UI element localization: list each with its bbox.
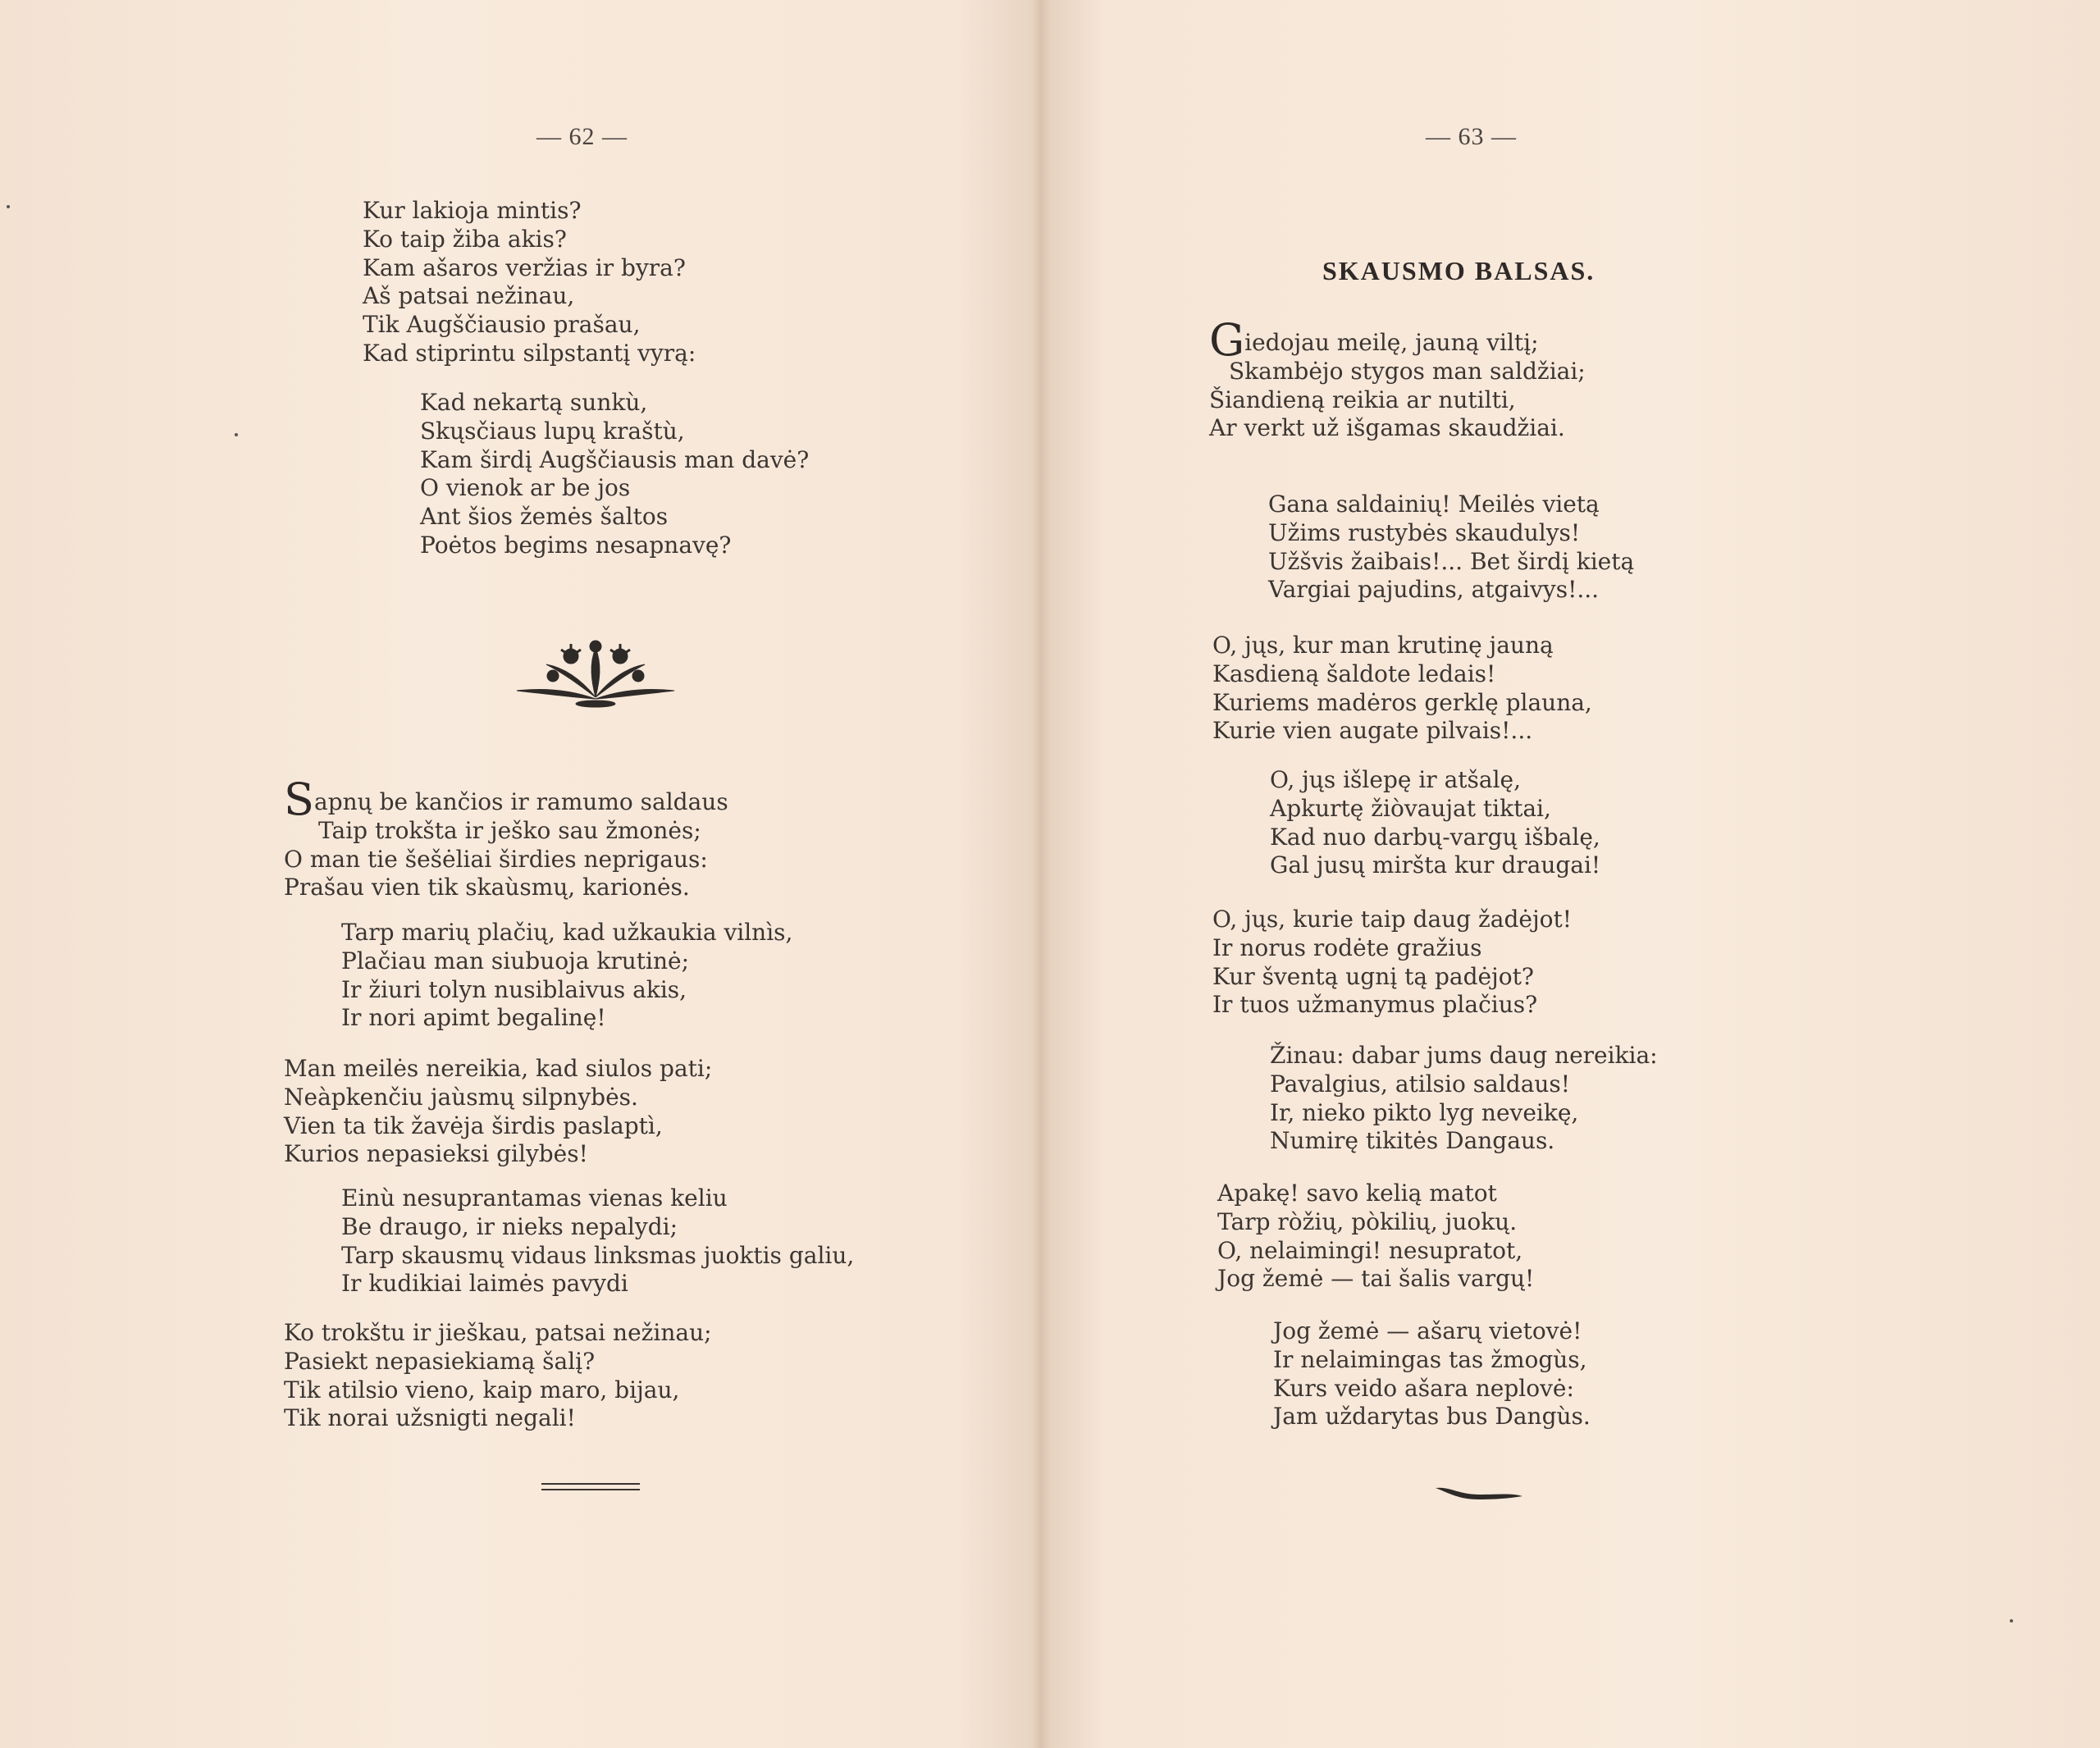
poem-line: Be draugo, ir nieks nepalydi; (341, 1212, 678, 1240)
poem-line: Kad nekartą sunkù, (420, 389, 648, 416)
poem-line: Kad stiprintu silpstantį vyrą: (363, 339, 696, 367)
poem-line: Kur šventą ugnį tą padėjot? (1212, 962, 1534, 990)
poem-line: Vien ta tik žavėja širdis paslaptì, (284, 1111, 663, 1139)
poem3-stanza-6 (1270, 1042, 1658, 1156)
poem-line: Kuriems madėros gerklę plauna, (1212, 688, 1592, 716)
poem1-stanza-1 (363, 197, 696, 368)
poem-line: Tik norai užsnigti negali! (284, 1404, 576, 1432)
poem3-stanza-7 (1217, 1180, 1534, 1294)
poem-line: O, nelaimingi! nesupratot, (1217, 1236, 1523, 1264)
double-rule-divider (541, 1481, 640, 1493)
paper-speck (7, 205, 10, 208)
poem-line: Ko taip žiba akis? (363, 225, 567, 253)
poem2-stanza-5 (284, 1319, 712, 1433)
poem-line: Jog žemė — tai šalis vargų! (1217, 1265, 1535, 1293)
poem-line: Vargiai pajudins, atgaivys!... (1268, 576, 1600, 604)
poem-line-text: iedojau meilę, jauną viltį; (1244, 329, 1539, 356)
poem2-stanza-4 (341, 1184, 854, 1298)
poem-line-with-dropcap (284, 774, 728, 825)
poem-line: Ir žiuri tolyn nusiblaivus akis, (341, 975, 687, 1003)
poem-line: O, jųs išlepę ir atšalę, (1270, 766, 1522, 793)
poem-line: Einù nesuprantamas vienas keliu (341, 1184, 728, 1212)
poem2-stanza-1 (284, 774, 728, 902)
poem-line: Ir kudikiai laimės pavydi (341, 1270, 628, 1298)
dropcap-g: G (1209, 314, 1245, 366)
poem-line: Tarp ròžių, pòkilių, juokų. (1217, 1207, 1518, 1235)
poem3-stanza-3 (1212, 632, 1592, 746)
poem-line: Neàpkenčiu jaùsmų silpnybės. (284, 1083, 638, 1111)
poem-line: Ant šios žemės šaltos (420, 503, 669, 531)
poem3-stanza-4 (1270, 766, 1600, 880)
poem-line: Jam uždarytas bus Dangùs. (1273, 1403, 1591, 1431)
poem-line: Aš patsai nežinau, (363, 282, 575, 310)
poem-line: Kur lakioja mintis? (363, 197, 582, 224)
poem-line: O, jųs, kurie taip daug žadėjot! (1212, 906, 1572, 933)
poem-line: Ir nelaimingas tas žmogùs, (1273, 1345, 1587, 1373)
poem-line: O, jųs, kur man krutinę jauną (1212, 632, 1554, 659)
poem-line: Užims rustybės skaudulys! (1268, 518, 1581, 546)
poem-line: Ko trokštu ir jieškau, patsai nežinau; (284, 1319, 712, 1346)
poem-line: Taip trokšta ir ješko sau žmonės; (318, 816, 701, 844)
poem3-stanza-1 (1209, 314, 1586, 443)
poem-line: Tik Augščiausio prašau, (363, 311, 641, 339)
swash-ornament-icon (1434, 1483, 1524, 1503)
poem-line: Kurie vien augate pilvais!... (1212, 717, 1533, 745)
poem-line-text: apnų be kančios ir ramumo saldaus (314, 788, 728, 815)
poem-line: Prašau vien tik skaùsmų, karionės. (284, 874, 690, 901)
poem-line: Tarp skausmų vidaus linksmas juoktis galiu, (341, 1241, 855, 1269)
poem-line: Numirę tikitės Dangaus. (1270, 1127, 1555, 1155)
poem-line: Plačiau man siubuoja krutinė; (341, 947, 690, 974)
poem-line: Kurios nepasieksi gilybės! (284, 1140, 588, 1168)
poem-line: O man tie šešėliai širdies neprigaus: (284, 845, 708, 873)
poem-line-with-dropcap (1209, 314, 1586, 366)
poem-line: Ir tuos užmanymus plačius? (1212, 991, 1538, 1019)
poem3-stanza-8 (1273, 1317, 1591, 1431)
poem-line: Man meilės nereikia, kad siulos pati; (284, 1055, 713, 1082)
poem-line: Ir, nieko pikto lyg neveikę, (1270, 1098, 1579, 1126)
dropcap-s: S (284, 774, 314, 825)
poem-line: Kam ašaros veržias ir byra? (363, 253, 686, 281)
poem2-stanza-2 (341, 919, 792, 1033)
poem-title: SKAUSMO BALSAS. (1322, 256, 1596, 285)
paper-speck (235, 433, 238, 436)
poem-line: Gana saldainių! Meilės vietą (1268, 491, 1600, 518)
poem-line: Kam širdį Augščiausis man davė? (420, 445, 810, 473)
poem-line: Žinau: dabar jums daug nereikia: (1270, 1042, 1658, 1069)
poem-line: Ir norus rodėte gražius (1212, 933, 1482, 961)
poem-line: Apkurtę žiòvaujat tiktai, (1270, 794, 1551, 822)
poem-line: Pavalgius, atilsio saldaus! (1270, 1070, 1571, 1098)
book-gutter (1032, 0, 1050, 1748)
poem-line: Kurs veido ašara neplovė: (1273, 1374, 1574, 1402)
left-page-number: — 62 — (536, 123, 628, 150)
poem-line: Šiandieną reikia ar nutilti, (1209, 386, 1516, 413)
poem-line: Tarp marių plačių, kad užkaukia vilnìs, (341, 919, 793, 946)
poem3-stanza-2 (1268, 491, 1634, 605)
right-page-number: — 63 — (1426, 123, 1517, 150)
poem-line: Tik atilsio vieno, kaip maro, bijau, (284, 1376, 680, 1403)
poem-line: O vienok ar be jos (420, 474, 631, 502)
paper-speck (2010, 1619, 2013, 1622)
poem-line: Pasiekt nepasiekiamą šalį? (284, 1347, 596, 1375)
poem-line: Poėtos begims nesapnavę? (420, 531, 732, 559)
poem2-stanza-3 (284, 1055, 712, 1169)
poem-line: Ar verkt už išgamas skaudžiai. (1209, 414, 1565, 442)
poem-line: Kad nuo darbų-vargų išbalę, (1270, 823, 1600, 851)
poem-line: Užšvis žaibais!... Bet širdį kietą (1268, 547, 1635, 575)
poem-line: Kasdieną šaldote ledais! (1212, 659, 1496, 687)
poem-line: Skųsčiaus lupų kraštù, (420, 417, 685, 445)
poem-line: Gal jusų miršta kur draugai! (1270, 851, 1601, 879)
poem-line: Skambėjo stygos man saldžiai; (1229, 357, 1586, 385)
poem3-stanza-5 (1212, 906, 1572, 1020)
poem-line: Ir nori apimt begalinę! (341, 1004, 606, 1032)
poem-line: Apakę! savo kelią matot (1217, 1180, 1497, 1207)
flower-ornament-icon (514, 640, 678, 709)
poem-line: Jog žemė — ašarų vietovė! (1273, 1317, 1582, 1344)
poem1-stanza-2 (420, 389, 809, 560)
